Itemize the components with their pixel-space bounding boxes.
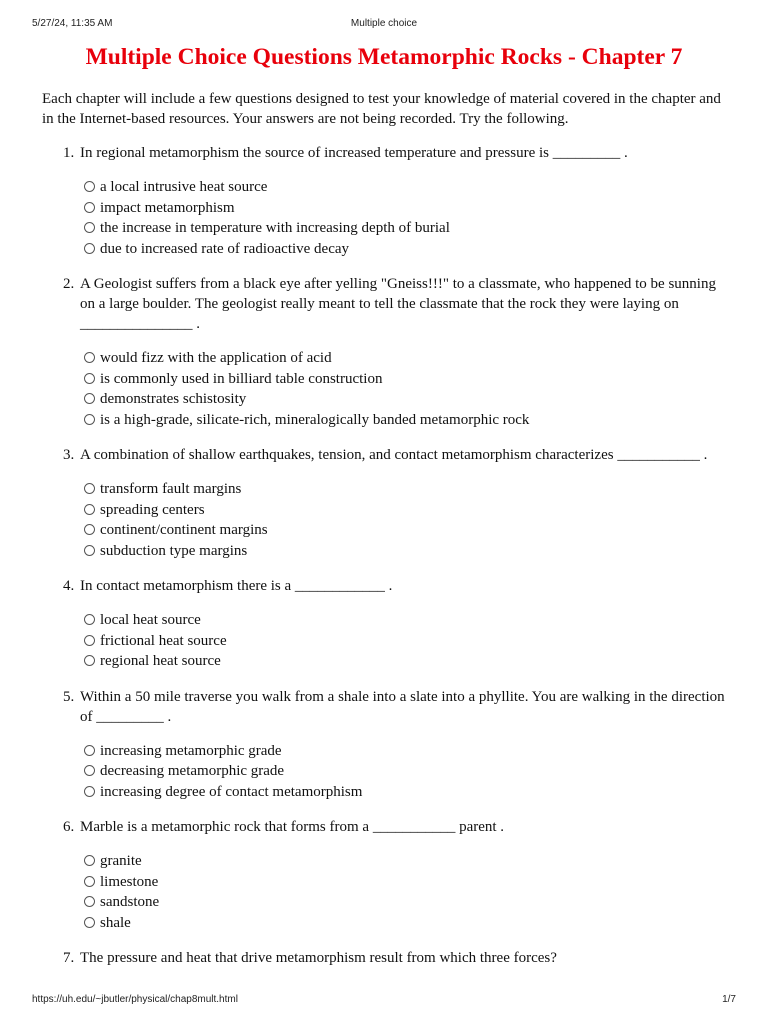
radio-button-icon[interactable] (84, 504, 95, 515)
answer-option-label: due to increased rate of radioactive decay (100, 240, 350, 257)
answer-option[interactable] (42, 410, 732, 431)
answer-option[interactable] (42, 631, 732, 652)
answer-option-label: the increase in temperature with increasing depth of burial (100, 220, 450, 236)
answer-option[interactable] (42, 369, 732, 390)
answer-option-label: is commonly used in billiard table construction (100, 370, 383, 387)
radio-button-icon[interactable] (84, 483, 95, 494)
radio-button-icon[interactable] (84, 352, 95, 363)
answer-options (42, 741, 732, 803)
print-footer (32, 994, 736, 1008)
answer-option[interactable] (42, 761, 732, 782)
answer-option-label: continent/continent margins (100, 522, 268, 538)
radio-button-icon[interactable] (84, 614, 95, 625)
radio-button-icon[interactable] (84, 786, 95, 797)
question-number: 3. (63, 447, 75, 463)
answer-option[interactable] (42, 610, 732, 631)
radio-button-icon[interactable] (84, 745, 95, 756)
question-number: 5. (63, 688, 75, 705)
radio-button-icon[interactable] (84, 414, 95, 425)
answer-option-label: transform fault margins (100, 481, 242, 497)
answer-option[interactable] (42, 741, 732, 762)
question-item (42, 948, 732, 968)
radio-button-icon[interactable] (84, 876, 95, 887)
question-number: 2. (63, 276, 75, 292)
answer-option[interactable] (42, 913, 732, 934)
question-item (42, 687, 732, 803)
answer-option-label: granite (100, 853, 142, 869)
answer-option-label: frictional heat source (100, 632, 227, 649)
answer-option-label: limestone (100, 873, 159, 890)
radio-button-icon[interactable] (84, 855, 95, 866)
radio-button-icon[interactable] (84, 222, 95, 233)
question-text: In regional metamorphism the source of increased temperature and pressure is _________ . (80, 145, 628, 161)
answer-options (42, 348, 732, 430)
question-row (42, 445, 732, 465)
answer-option[interactable] (42, 218, 732, 239)
answer-option[interactable] (42, 389, 732, 410)
question-item (42, 817, 732, 933)
question-number: 4. (63, 578, 75, 594)
answer-option[interactable] (42, 541, 732, 562)
radio-button-icon[interactable] (84, 896, 95, 907)
question-text: Within a 50 mile traverse you walk from a shale into a slate into a phyllite. You are walking in the direction of _________ . (80, 688, 725, 725)
answer-option-label: is a high-grade, silicate-rich, mineralogically banded metamorphic rock (100, 411, 530, 428)
question-row (42, 274, 732, 334)
question-row (42, 817, 732, 837)
radio-button-icon[interactable] (84, 635, 95, 646)
print-page-title: Multiple choice (350, 18, 418, 29)
page-url: https://uh.edu/~jbutler/physical/chap8mult.html (32, 994, 238, 1005)
answer-option-label: sandstone (100, 894, 160, 910)
answer-options (42, 610, 732, 672)
radio-button-icon[interactable] (84, 917, 95, 928)
radio-button-icon[interactable] (84, 181, 95, 192)
question-item (42, 445, 732, 561)
answer-option-label: increasing metamorphic grade (100, 742, 282, 759)
answer-option-label: spreading centers (100, 501, 205, 518)
answer-option[interactable] (42, 851, 732, 872)
question-item (42, 576, 732, 672)
page-indicator: 1/7 (722, 994, 736, 1005)
intro-paragraph: Each chapter will include a few questions designed to test your knowledge of material covered in the chapter and in the Internet-based resources. Your answers are not being recorded. Try the following. (42, 91, 721, 127)
question-number: 6. (63, 819, 75, 835)
answer-option[interactable] (42, 651, 732, 672)
answer-option-label: demonstrates schistosity (100, 391, 247, 407)
question-text: A combination of shallow earthquakes, tension, and contact metamorphism characterizes ___________ . (80, 447, 708, 463)
question-row (42, 576, 732, 596)
radio-button-icon[interactable] (84, 243, 95, 254)
answer-option-label: would fizz with the application of acid (100, 350, 332, 366)
radio-button-icon[interactable] (84, 655, 95, 666)
question-item (42, 143, 732, 259)
radio-button-icon[interactable] (84, 373, 95, 384)
answer-option[interactable] (42, 520, 732, 541)
answer-option-label: subduction type margins (100, 542, 248, 559)
print-datetime: 5/27/24, 11:35 AM (32, 18, 113, 29)
answer-option-label: increasing degree of contact metamorphism (100, 783, 363, 800)
question-list (42, 143, 732, 983)
print-header (32, 18, 736, 32)
answer-options (42, 177, 732, 259)
answer-option[interactable] (42, 892, 732, 913)
answer-option[interactable] (42, 177, 732, 198)
answer-option-label: impact metamorphism (100, 199, 235, 216)
question-text: A Geologist suffers from a black eye after yelling "Gneiss!!!" to a classmate, who happened to be sunning on a large boulder. The geologist really meant to tell the classmate that the rock they were laying on _______________ . (80, 276, 716, 332)
answer-option[interactable] (42, 500, 732, 521)
question-row (42, 143, 732, 163)
question-row (42, 687, 732, 727)
answer-option-label: shale (100, 914, 131, 931)
answer-option-label: local heat source (100, 612, 201, 628)
question-text: Marble is a metamorphic rock that forms from a ___________ parent . (80, 819, 505, 835)
radio-button-icon[interactable] (84, 524, 95, 535)
radio-button-icon[interactable] (84, 765, 95, 776)
radio-button-icon[interactable] (84, 202, 95, 213)
answer-option[interactable] (42, 198, 732, 219)
answer-option-label: regional heat source (100, 653, 221, 669)
radio-button-icon[interactable] (84, 545, 95, 556)
answer-option[interactable] (42, 782, 732, 803)
question-row (42, 948, 732, 968)
question-text: In contact metamorphism there is a ____________ . (80, 578, 393, 594)
question-text: The pressure and heat that drive metamorphism result from which three forces? (80, 950, 557, 966)
answer-option[interactable] (42, 479, 732, 500)
answer-option[interactable] (42, 348, 732, 369)
answer-options (42, 851, 732, 933)
question-number: 7. (63, 950, 75, 966)
question-number: 1. (63, 145, 75, 161)
radio-button-icon[interactable] (84, 393, 95, 404)
answer-option[interactable] (42, 239, 732, 260)
answer-options (42, 479, 732, 561)
answer-option[interactable] (42, 872, 732, 893)
answer-option-label: decreasing metamorphic grade (100, 763, 285, 779)
answer-option-label: a local intrusive heat source (100, 179, 268, 195)
page-title: Multiple Choice Questions Metamorphic Rocks - Chapter 7 (85, 44, 683, 70)
question-item (42, 274, 732, 430)
